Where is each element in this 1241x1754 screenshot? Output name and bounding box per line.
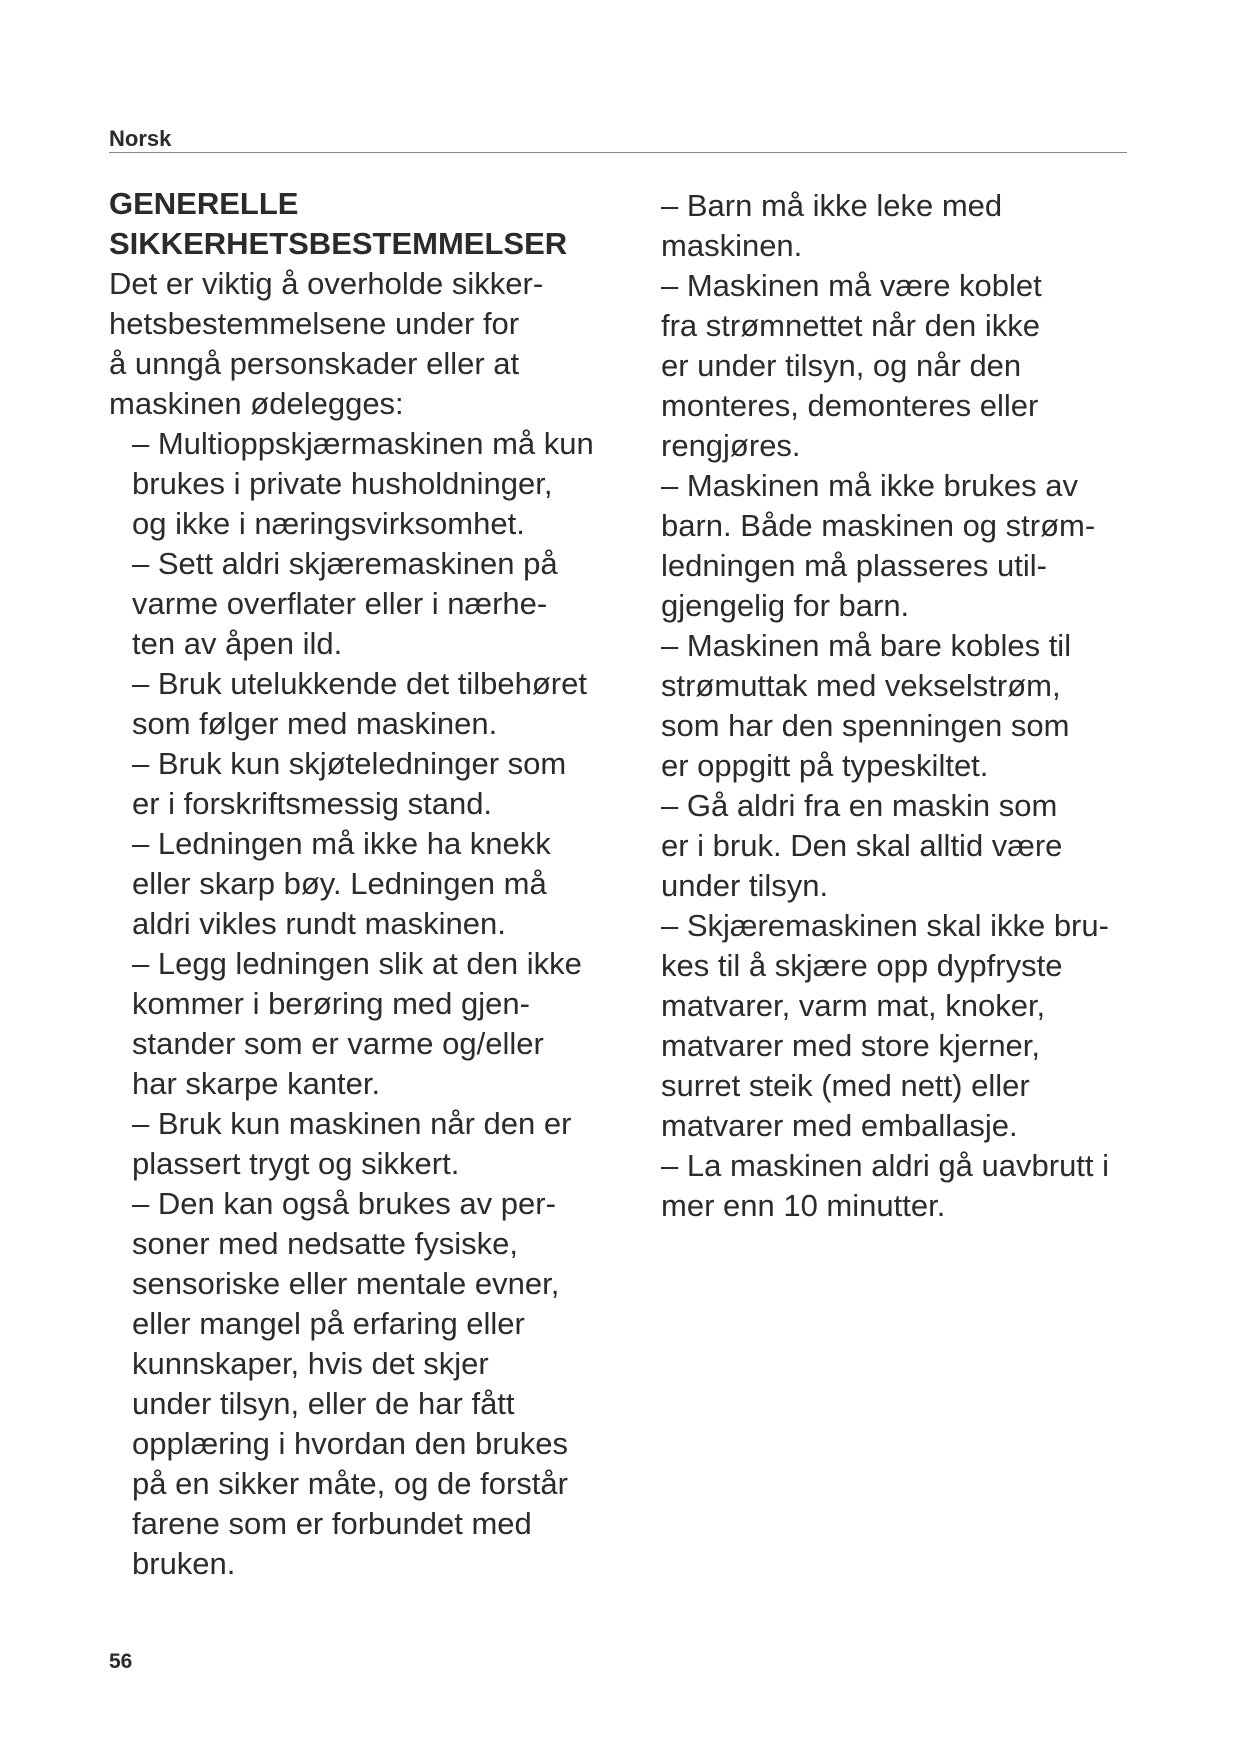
safety-rule-line: og ikke i næringsvirksomhet. <box>132 506 525 541</box>
safety-rule-line: matvarer med store kjerner, <box>661 1028 1041 1063</box>
safety-rule-line: – Maskinen må ikke brukes av <box>661 468 1078 503</box>
safety-rule-line: på en sikker måte, og de forstår <box>132 1466 568 1501</box>
safety-rule-line: sensoriske eller mentale evner, <box>132 1266 560 1301</box>
safety-rule-line: kommer i berøring med gjen- <box>132 986 530 1021</box>
safety-rule-line: brukes i private husholdninger, <box>132 466 553 501</box>
safety-rule-line: plassert trygt og sikkert. <box>132 1146 460 1181</box>
safety-rule-line: gjengelig for barn. <box>661 588 910 623</box>
safety-rule-line: – Bruk kun skjøteledninger som <box>132 746 567 781</box>
intro-paragraph <box>109 264 649 424</box>
safety-rule-line: – Skjæremaskinen skal ikke bru- <box>661 908 1109 943</box>
safety-rule-line: er under tilsyn, og når den <box>661 348 1022 383</box>
intro-text-line: maskinen ødelegges: <box>109 386 404 421</box>
safety-rule-line: som følger med maskinen. <box>132 706 498 741</box>
language-label: Norsk <box>109 126 172 151</box>
right-safety-list <box>661 186 1161 1226</box>
intro-text-line: Det er viktig å overholde sikker- <box>109 266 544 301</box>
safety-rule-line: ten av åpen ild. <box>132 626 343 661</box>
safety-rule-line: eller skarp bøy. Ledningen må <box>132 866 547 901</box>
safety-rule-line: er oppgitt på typeskiltet. <box>661 748 989 783</box>
safety-rule-line: – Den kan også brukes av per- <box>132 1186 556 1221</box>
safety-rule-line: stander som er varme og/eller <box>132 1026 544 1061</box>
safety-rule-line: mer enn 10 minutter. <box>661 1188 946 1223</box>
safety-rule-line: – Multioppskjærmaskinen må kun <box>132 426 594 461</box>
safety-rule-line: er i forskriftsmessig stand. <box>132 786 493 821</box>
safety-rule-line: – Sett aldri skjæremaskinen på <box>132 546 558 581</box>
safety-rule-line: under tilsyn. <box>661 868 829 903</box>
safety-rule-line: barn. Både maskinen og strøm- <box>661 508 1096 543</box>
safety-rule-line: – Bruk utelukkende det tilbehøret <box>132 666 587 701</box>
safety-rule-line: kes til å skjære opp dypfryste <box>661 948 1063 983</box>
safety-rule-line: matvarer med emballasje. <box>661 1108 1018 1143</box>
page-number: 56 <box>109 1650 133 1673</box>
safety-rule-line: kunnskaper, hvis det skjer <box>132 1346 489 1381</box>
safety-rule-line: – Barn må ikke leke med <box>661 188 1003 223</box>
safety-rule-line: maskinen. <box>661 228 803 263</box>
safety-rule-line: fra strømnettet når den ikke <box>661 308 1041 343</box>
safety-rule-line: surret steik (med nett) eller <box>661 1068 1030 1103</box>
section-title-line-1: GENERELLE <box>109 186 299 221</box>
safety-rule-line: – Gå aldri fra en maskin som <box>661 788 1058 823</box>
intro-text-line: hetsbestemmelsene under for <box>109 306 520 341</box>
safety-rule-line: – Legg ledningen slik at den ikke <box>132 946 582 981</box>
safety-rule-line: opplæring i hvordan den brukes <box>132 1426 568 1461</box>
safety-rule-line: soner med nedsatte fysiske, <box>132 1226 518 1261</box>
safety-rule-line: er i bruk. Den skal alltid være <box>661 828 1063 863</box>
safety-rule-line: eller mangel på erfaring eller <box>132 1306 525 1341</box>
left-safety-list <box>109 424 649 1584</box>
safety-rule-line: – La maskinen aldri gå uavbrutt i <box>661 1148 1110 1183</box>
safety-rule-line: – Bruk kun maskinen når den er <box>132 1106 572 1141</box>
safety-rule-line: ledningen må plasseres util- <box>661 548 1047 583</box>
safety-rule-line: varme overflater eller i nærhe- <box>132 586 548 621</box>
safety-rule-line: – Maskinen må bare kobles til <box>661 628 1072 663</box>
safety-rule-line: – Maskinen må være koblet <box>661 268 1042 303</box>
safety-rule-line: farene som er forbundet med <box>132 1506 532 1541</box>
safety-rule-line: som har den spenningen som <box>661 708 1070 743</box>
safety-rule-line: rengjøres. <box>661 428 801 463</box>
intro-text-line: å unngå personskader eller at <box>109 346 520 381</box>
header-divider <box>109 152 1127 153</box>
safety-rule-line: under tilsyn, eller de har fått <box>132 1386 515 1421</box>
safety-rule-line: har skarpe kanter. <box>132 1066 381 1101</box>
safety-rule-line: – Ledningen må ikke ha knekk <box>132 826 551 861</box>
safety-rule-line: strømuttak med vekselstrøm, <box>661 668 1061 703</box>
right-column <box>661 186 1161 1226</box>
section-title-line-2: SIKKERHETSBESTEMMELSER <box>109 226 568 261</box>
safety-rule-line: monteres, demonteres eller <box>661 388 1039 423</box>
safety-rule-line: aldri vikles rundt maskinen. <box>132 906 506 941</box>
safety-rule-line: matvarer, varm mat, knoker, <box>661 988 1046 1023</box>
safety-rule-line: bruken. <box>132 1546 236 1581</box>
left-column <box>109 184 649 1584</box>
